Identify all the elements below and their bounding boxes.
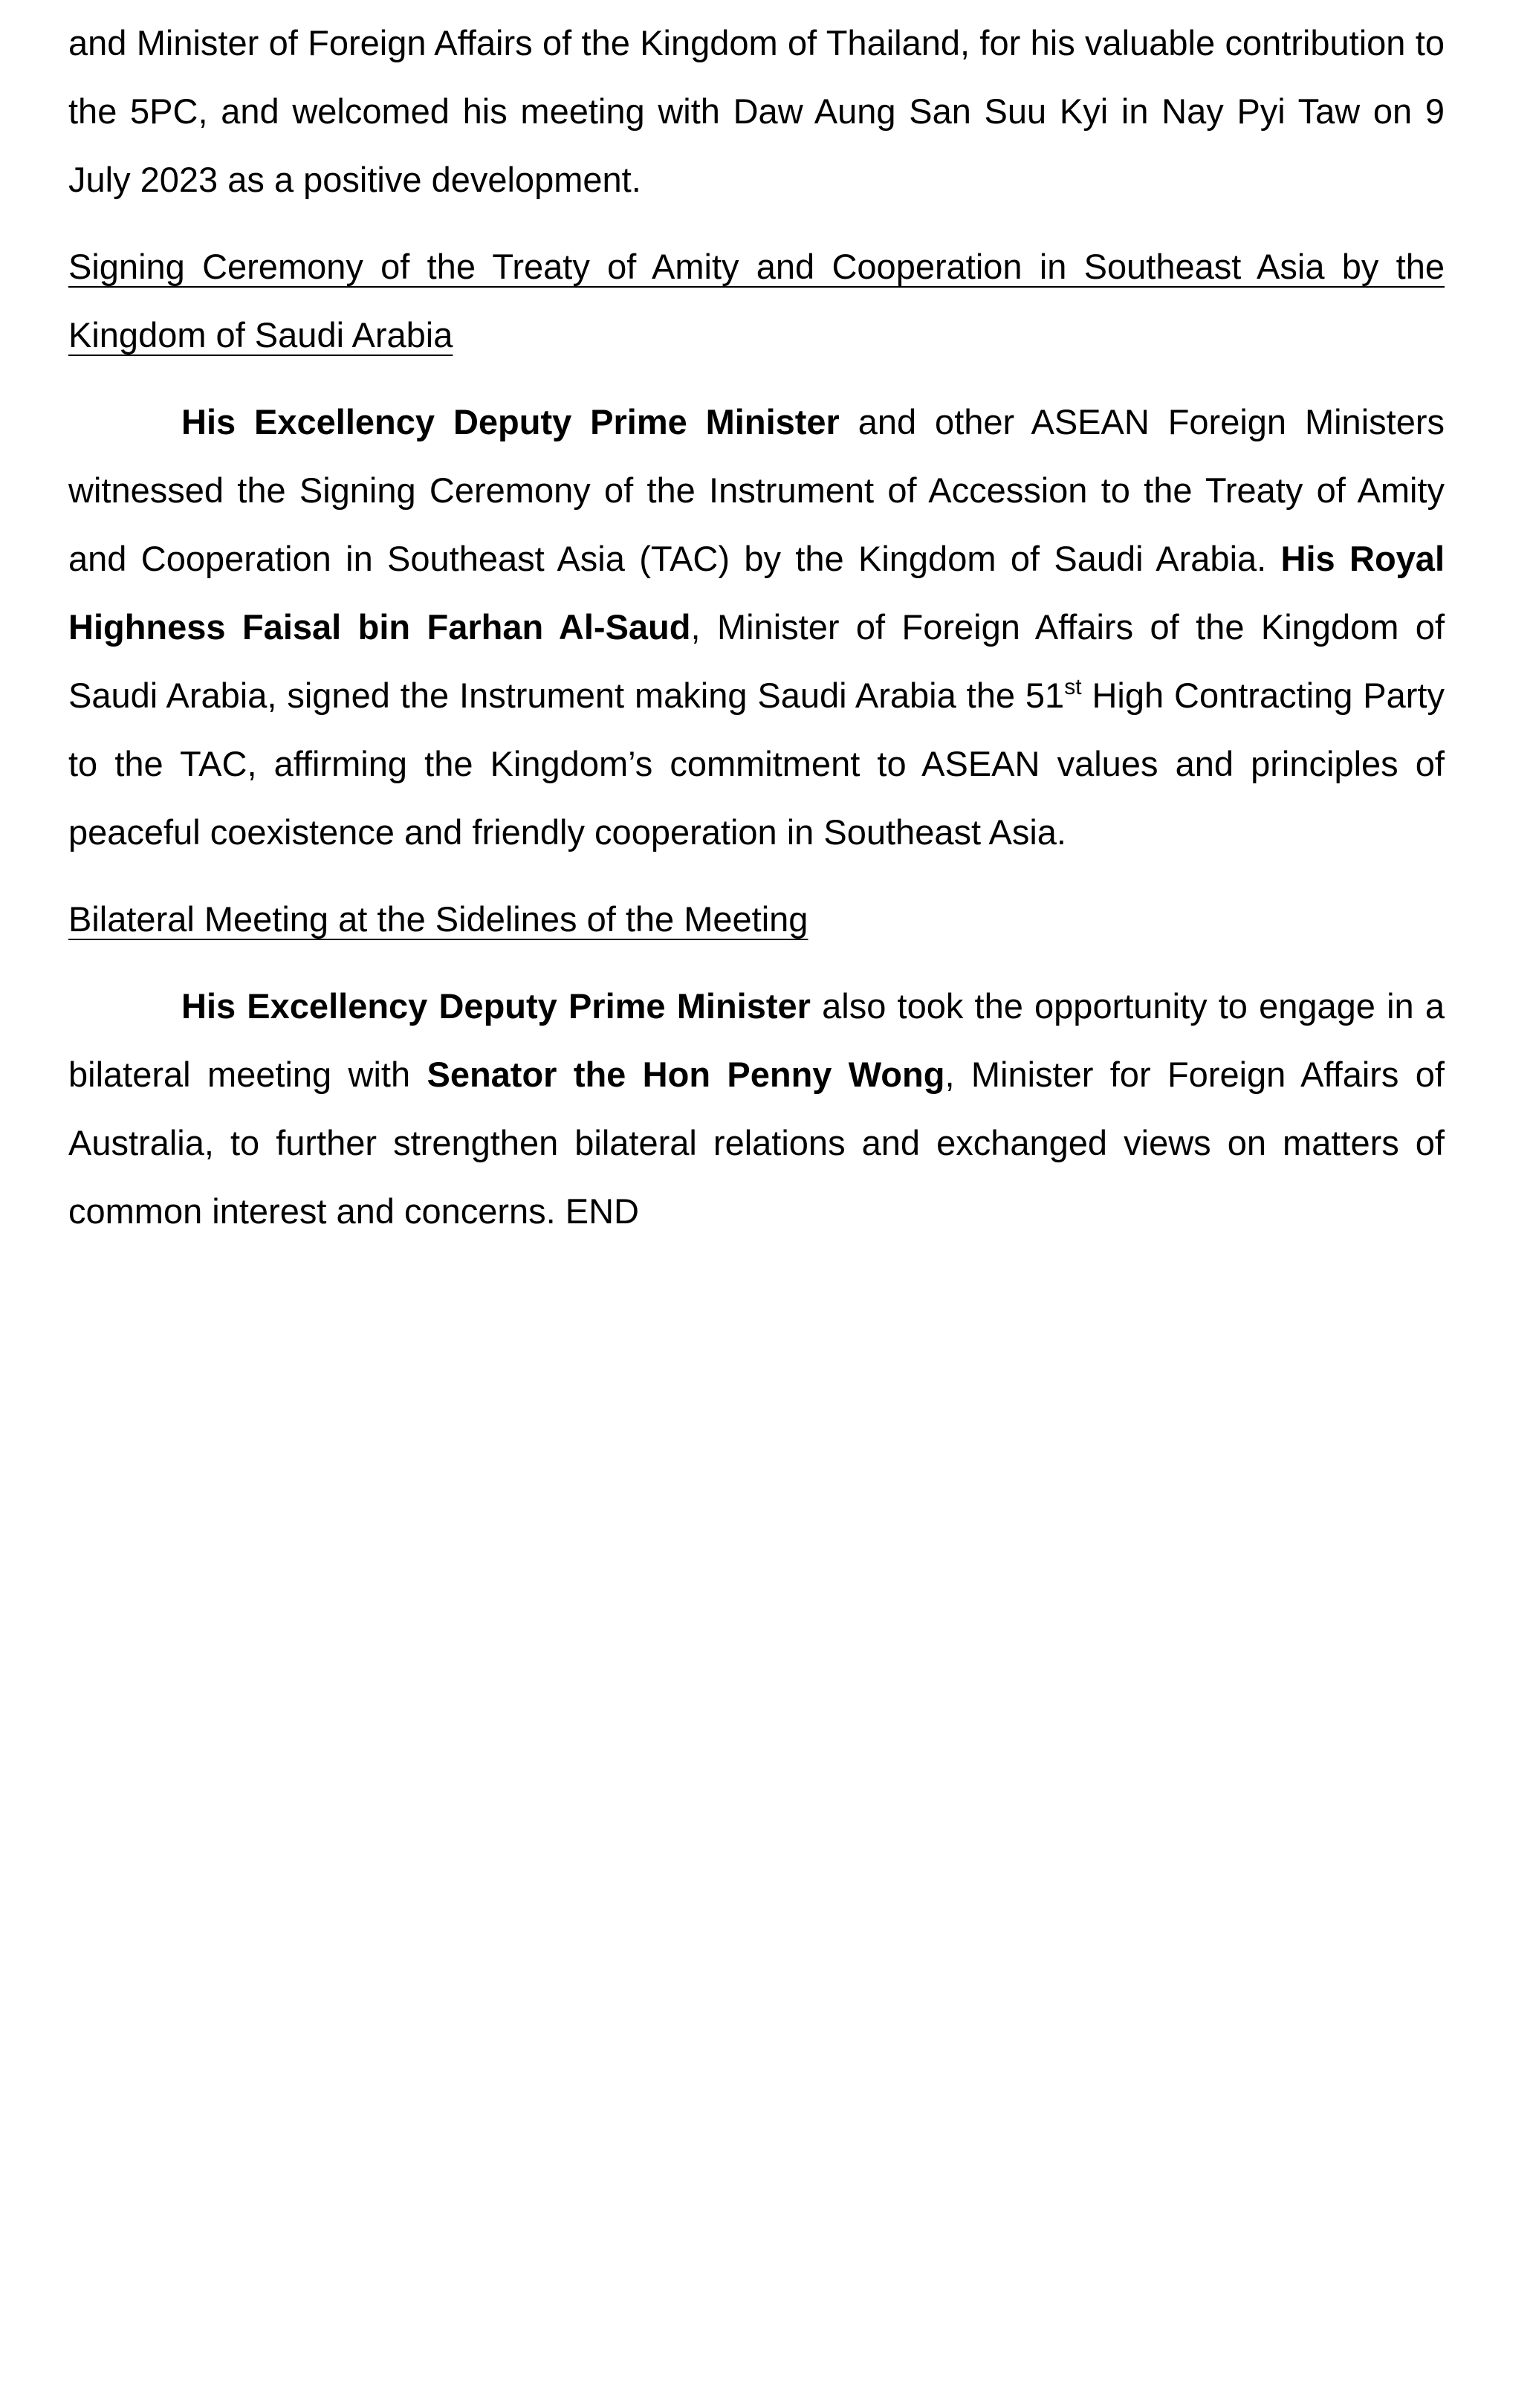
australian-minister-name: Senator the Hon Penny Wong — [427, 1055, 945, 1094]
section-heading-tac-signing: Signing Ceremony of the Treaty of Amity and Cooperation in Southeast Asia by the Kingdom of Saudi Arabia — [68, 247, 1445, 355]
paragraph-text: also took the opportunity to engage in a bilateral meeting with — [68, 986, 1445, 1094]
deputy-pm-name: His Excellency Deputy Prime Minister — [181, 402, 840, 441]
tac-signing-paragraph — [68, 388, 1445, 867]
deputy-pm-name: His Excellency Deputy Prime Minister — [181, 986, 811, 1026]
paragraph-text: , Minister for Foreign Affairs of Australia, to further strengthen bilateral relations and exchanged views on matters of common interest and concerns. END — [68, 1055, 1445, 1231]
paragraph-text: High Contracting Party to the TAC, affirming the Kingdom’s commitment to ASEAN values and principles of peaceful coexistence and friendly cooperation in Southeast Asia. — [68, 676, 1445, 852]
saudi-minister-name: His Royal Highness Faisal bin Farhan Al-Saud — [68, 539, 1445, 647]
paragraph-text: , Minister of Foreign Affairs of the Kingdom of Saudi Arabia, signed the Instrument making Saudi Arabia the 51 — [68, 607, 1445, 715]
ordinal-suffix: st — [1064, 675, 1082, 699]
intro-paragraph: and Minister of Foreign Affairs of the Kingdom of Thailand, for his valuable contribution to the 5PC, and welcomed his meeting with Daw Aung San Suu Kyi in Nay Pyi Taw on 9 July 2023 as a positive development. — [68, 23, 1445, 199]
document-page — [68, 0, 1445, 1246]
bilateral-meeting-paragraph — [68, 972, 1445, 1246]
section-heading-bilateral-meeting: Bilateral Meeting at the Sidelines of the Meeting — [68, 899, 808, 939]
paragraph-text: and other ASEAN Foreign Ministers witnessed the Signing Ceremony of the Instrument of Accession to the Treaty of Amity and Cooperation in Southeast Asia (TAC) by the Kingdom of Saudi Arabia. — [68, 402, 1445, 578]
